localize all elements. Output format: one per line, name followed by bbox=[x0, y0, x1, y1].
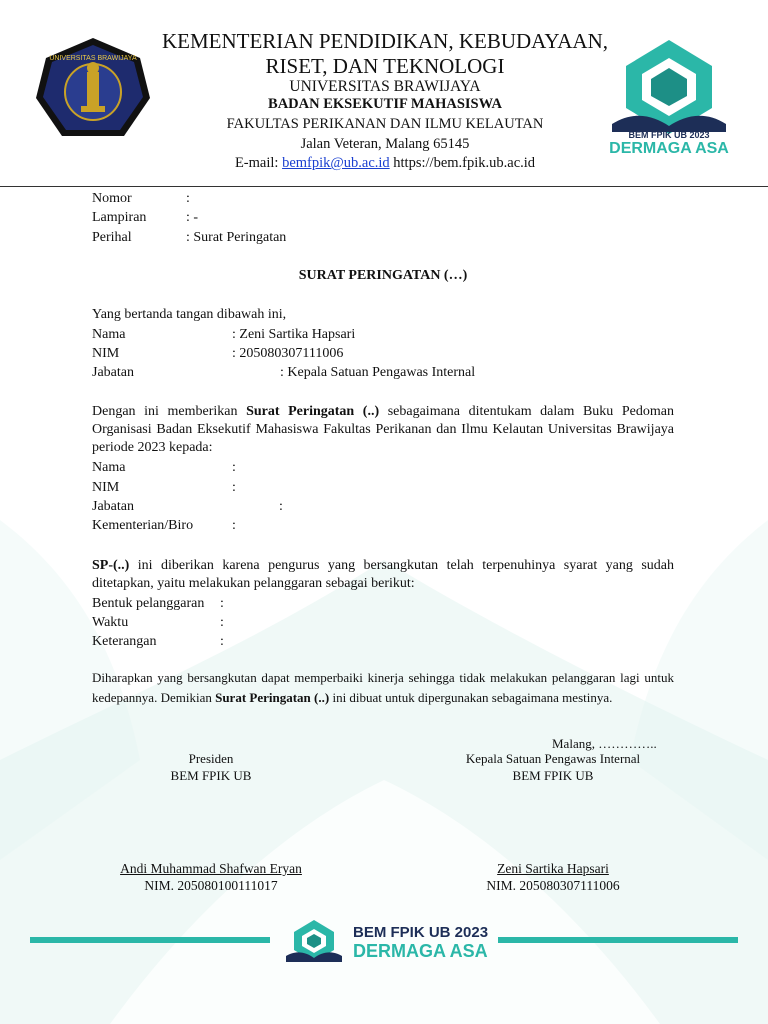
signer-nama-value: : Zeni Sartika Hapsari bbox=[232, 327, 356, 342]
header-university: UNIVERSITAS BRAWIJAYA bbox=[289, 78, 481, 95]
recipient-jabatan-label: Jabatan bbox=[92, 499, 134, 514]
sig-left-nim: NIM. 205080100111017 bbox=[144, 878, 278, 893]
header-ministry-line2: RISET, DAN TEKNOLOGI bbox=[265, 54, 505, 78]
violation-waktu-label: Waktu bbox=[92, 615, 129, 630]
sig-right-role: Kepala Satuan Pengawas Internal bbox=[465, 751, 641, 766]
recipient-kementerian-colon: : bbox=[232, 518, 236, 533]
footer-logo-icon bbox=[284, 918, 344, 964]
place-date: Malang, ………….. bbox=[552, 736, 657, 751]
sig-left-name: Andi Muhammad Shafwan Eryan bbox=[120, 861, 302, 876]
sig-right-name: Zeni Sartika Hapsari bbox=[497, 861, 609, 876]
recipient-kementerian-label: Kementerian/Biro bbox=[92, 518, 194, 533]
perihal-value: : Surat Peringatan bbox=[186, 230, 287, 245]
lampiran-label: Lampiran bbox=[92, 210, 147, 225]
nomor-value: : bbox=[186, 191, 190, 206]
footer-bar-right bbox=[498, 937, 738, 943]
header-divider bbox=[0, 186, 768, 187]
paragraph-intro: Dengan ini memberikan Surat Peringatan (..) sebagaimana ditentukam dalam Buku Pedoman Organisasi Badan Eksekutif Mahasiswa Fakultas Perikanan dan Ilmu Kelautan Universitas Brawijaya periode 2023 kepada: bbox=[92, 404, 674, 455]
lampiran-value: : - bbox=[186, 210, 199, 225]
footer-line2: DERMAGA ASA bbox=[353, 941, 488, 961]
sig-left-role: Presiden bbox=[188, 751, 234, 766]
signer-nim-label: NIM bbox=[92, 346, 120, 361]
signer-intro: Yang bertanda tangan dibawah ini, bbox=[92, 307, 287, 322]
sig-left-org: BEM FPIK UB bbox=[170, 768, 252, 783]
violation-bentuk-label: Bentuk pelanggaran bbox=[92, 596, 205, 611]
letter-title: SURAT PERINGATAN (…) bbox=[298, 268, 468, 283]
logo-caption-line2: DERMAGA ASA bbox=[609, 140, 729, 157]
violation-bentuk-colon: : bbox=[220, 596, 224, 611]
sig-right-org: BEM FPIK UB bbox=[512, 768, 594, 783]
footer-bar-left bbox=[30, 937, 270, 943]
violation-keterangan-label: Keterangan bbox=[92, 634, 157, 649]
header-faculty: FAKULTAS PERIKANAN DAN ILMU KELAUTAN bbox=[226, 116, 544, 132]
sig-right-nim: NIM. 205080307111006 bbox=[486, 878, 620, 893]
email-label: E-mail: bbox=[234, 155, 279, 171]
header-address: Jalan Veteran, Malang 65145 bbox=[300, 136, 470, 152]
website-text: https://bem.fpik.ub.ac.id bbox=[393, 155, 536, 171]
recipient-nama-label: Nama bbox=[92, 460, 126, 475]
paragraph-closing: Diharapkan yang bersangkutan dapat memperbaiki kinerja sehingga tidak melakukan pelanggaran lagi untuk kedepannya. Demikian Surat Peringatan (..) ini dibuat untuk dipergunakan sebagaimana mestinya. bbox=[92, 670, 674, 705]
recipient-nim-label: NIM bbox=[92, 480, 120, 495]
nomor-label: Nomor bbox=[92, 191, 132, 206]
svg-text:UNIVERSITAS BRAWIJAYA: UNIVERSITAS BRAWIJAYA bbox=[49, 55, 137, 62]
header-ministry-line1: KEMENTERIAN PENDIDIKAN, KEBUDAYAAN, bbox=[161, 29, 609, 53]
recipient-jabatan-colon: : bbox=[279, 499, 283, 514]
signer-nim-value: : 205080307111006 bbox=[232, 346, 344, 361]
footer-line1: BEM FPIK UB 2023 bbox=[353, 924, 489, 941]
recipient-nim-colon: : bbox=[232, 480, 236, 495]
header-organization: BADAN EKSEKUTIF MAHASISWA bbox=[268, 96, 502, 112]
signer-jabatan-value: : Kepala Satuan Pengawas Internal bbox=[280, 365, 476, 380]
signer-jabatan-label: Jabatan bbox=[92, 365, 134, 380]
header-contact bbox=[110, 155, 660, 172]
violation-waktu-colon: : bbox=[220, 615, 224, 630]
logo-caption-line1: BEM FPIK UB 2023 bbox=[628, 130, 710, 140]
email-link[interactable]: bemfpik@ub.ac.id bbox=[282, 155, 390, 171]
signer-nama-label: Nama bbox=[92, 327, 126, 342]
perihal-label: Perihal bbox=[92, 230, 132, 245]
recipient-nama-colon: : bbox=[232, 460, 236, 475]
paragraph-reason: SP-(..) ini diberikan karena pengurus yang bersangkutan telah terpenuhinya syarat yang sudah ditetapkan, yaitu melakukan pelanggaran sebagai berikut: bbox=[92, 558, 674, 591]
violation-keterangan-colon: : bbox=[220, 634, 224, 649]
